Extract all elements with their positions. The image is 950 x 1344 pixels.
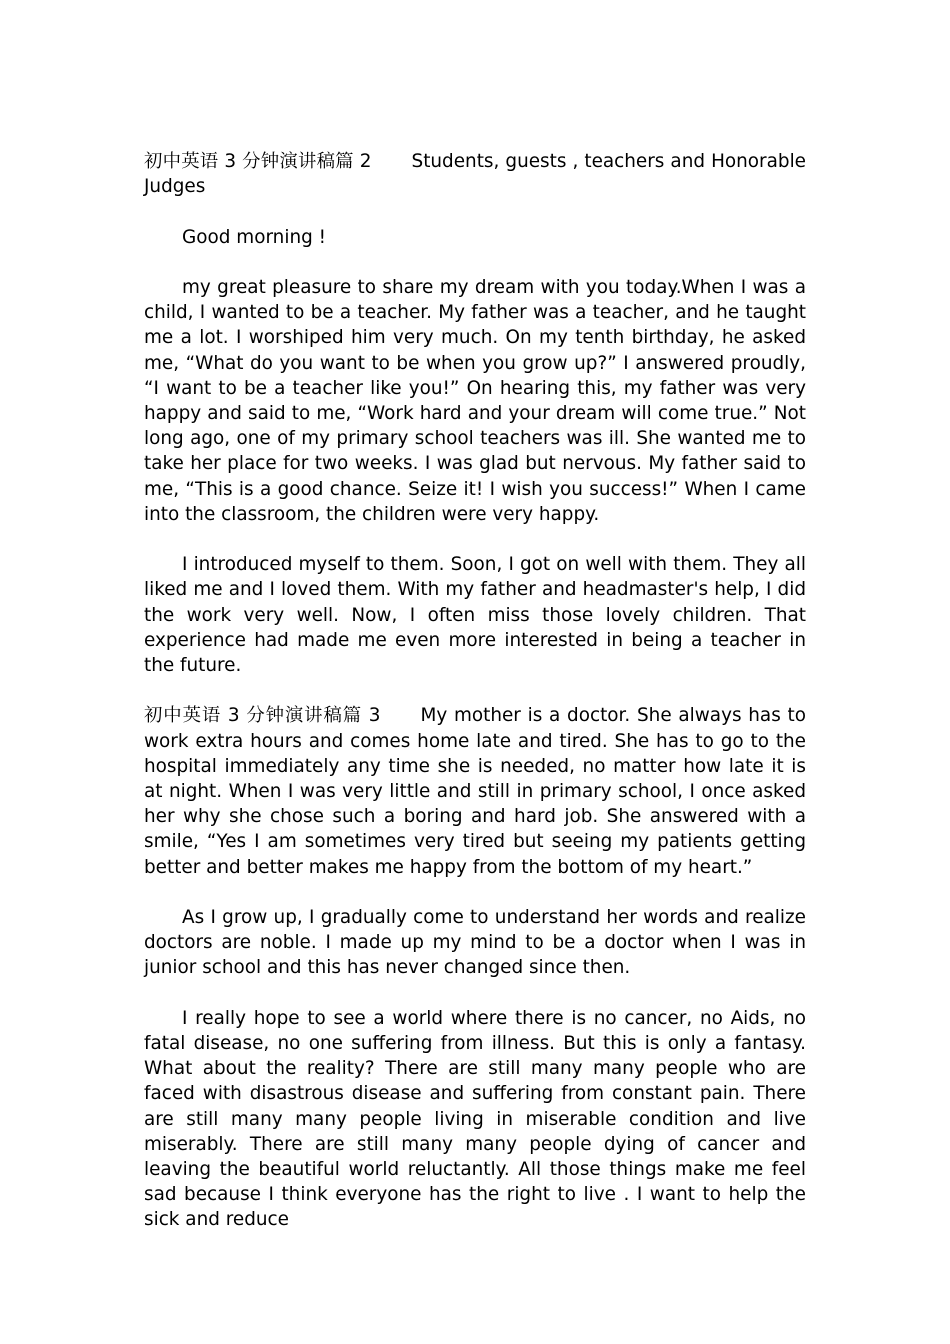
paragraph-text: My mother is a doctor. She always has to work extra hours and comes home late and tired. She has to go to the hospital immediately any time she is needed, no matter how late it is at night. When I was very little and still in primary school, I once asked her why she chose such a boring and hard job. She answered with a smile, “Yes I am sometimes very tired but seeing my patients getting better and better makes me happy from the bottom of my heart.” — [144, 705, 806, 878]
paragraph-text: Students, guests , teachers and Honorable Judges — [144, 151, 806, 198]
paragraph-speech-2-opening — [144, 149, 806, 199]
document-page — [144, 149, 806, 1258]
paragraph-classroom-experience: I introduced myself to them. Soon, I got on well with them. They all liked me and I loved them. With my father and headmaster's help, I did the work very well. Now, I often miss those lovely children. That experience had made me even more interested in being a teacher in the future. — [144, 554, 806, 677]
paragraph-greeting: Good morning ! — [182, 226, 326, 248]
section-heading-2: 初中英语 3 分钟演讲稿篇 2 — [144, 151, 372, 172]
section-heading-3: 初中英语 3 分钟演讲稿篇 3 — [144, 705, 381, 727]
paragraph-doctors-noble: As I grow up, I gradually come to understand her words and realize doctors are noble. I made up my mind to be a doctor when I was in junior school and this has never changed since then. — [144, 907, 806, 979]
paragraph-hope-world: I really hope to see a world where there is no cancer, no Aids, no fatal disease, no one suffering from illness. But this is only a fantasy. What about the reality? There are still many many people who are faced with disastrous disease and suffering from constant pain. There are still many many people living in miserable condition and live miserably. There are still many many people dying of cancer and leaving the beautiful world reluctantly. All those things make me feel sad because I think everyone has the right to live . I want to help the sick and reduce — [144, 1007, 806, 1231]
paragraph-dream-teacher: my great pleasure to share my dream with you today.When I was a child, I wanted to be a teacher. My father was a teacher, and he taught me a lot. I worshiped him very much. On my tenth birthday, he asked me, “What do you want to be when you grow up?” I answered proudly, “I want to be a teacher like you!” On hearing this, my father was very happy and said to me, “Work hard and your dream will come true.” Not long ago, one of my primary school teachers was ill. She wanted me to take her place for two weeks. I was glad but nervous. My father said to me, “This is a good chance. Seize it! I wish you success!” When I came into the classroom, the children were very happy. — [144, 276, 806, 525]
paragraph-speech-3-opening — [144, 703, 806, 879]
